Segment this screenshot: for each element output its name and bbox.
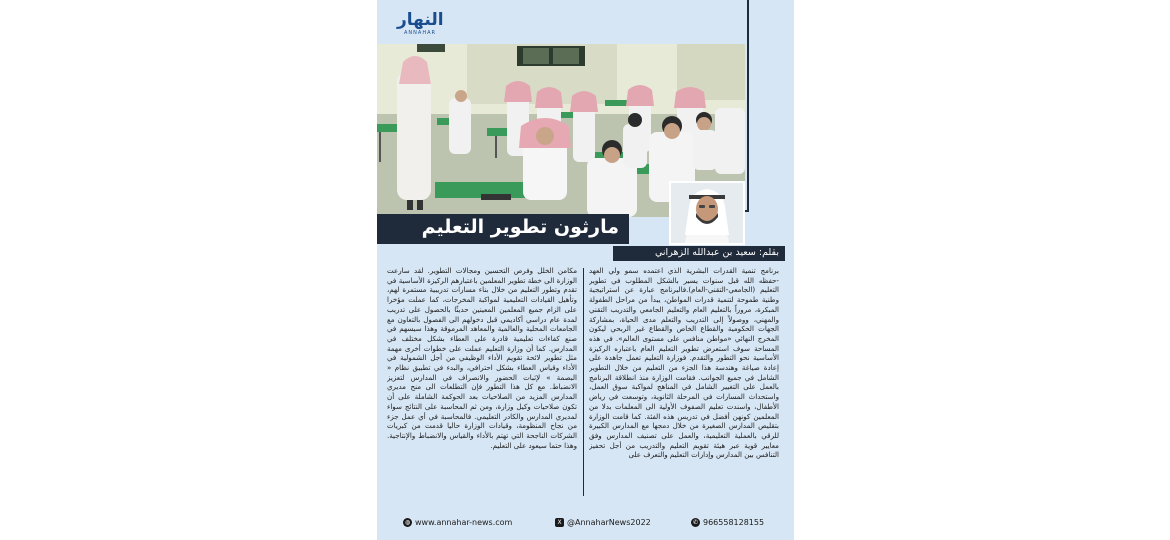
article-column-right: برنامج تنمية القدرات البشرية الذي اعتمده سمو ولي العهد -حفظه الله قبل سنوات يسير بالشكل المطلوب في تطوير التعليم (الجامعي-التقني-العام).فالبرنامج عبارة عن استراتيجية وطنية طموحة لتنمية قدرات المواطن، يبدأ من مراحل الطفولة المبكرة، مروراً بالتعليم العام والتعليم الجامعي والتدريب التقني والمهني، ووصولاً إلى التدريب والتعلم مدى الحياة، بمشاركة الجهات الحكومية والقطاع الخاص والقطاع غير الربحي ليكون المخرج النهائي «مواطن منافس على مستوى العالم». في هذه المساحة سوف استعرض تطوير التعليم العام باعتباره الركيزة الأساسية نحو التطور والتقدم. فوزارة التعليم تعمل جاهدة على إعادة صياغة وهندسة هذا الجزء من التعليم من خلال التطوير الشامل في جميع الجوانب. فقامت الوزارة منذ انطلاقة البرنامج بالعمل على التغيير الشامل في المناهج لمواكبة سوق العمل، واستحداث المسارات في المرحلة الثانوية، وتوسعت في رياض الأطفال، واسندت تعليم الصفوف الأولية الى المعلمات بدلا من المعلمين كونهن أفضل في تدريس هذه الفئة. كما قامت الوزارة بتقليص المدارس الصغيرة من خلال دمجها مع المدارس الكبيرة للرقي بالعملية التعليمية، والعمل على تصنيف المدارس وفق معايير قوية عبر هيئة تقويم التعليم والتدريب من أجل تحفيز التنافس بين المدارس وإدارات التعليم والتعرف على	[589, 266, 779, 460]
publication-logo	[397, 8, 443, 38]
page-footer	[377, 512, 794, 540]
whatsapp-icon: ✆	[692, 519, 699, 526]
whatsapp-text: 966558128155	[703, 518, 765, 527]
article-column-left: مكامن الخلل وفرص التحسين ومجالات التطوير. لقد سارعت الوزارة الى خطة تطوير المعلمين باعتبارهم الركيزة الأساسية في تقدم وتطور التعليم من خلال بناء مسارات تدريبية مستمرة لهم، وتأهيل القيادات التعليمية لمواكبة المخرجات، كما عملت مؤخرا على الزام جميع المعلمين المعينين حديثًا بالحصول على تدريب لمدة عام دراسي أكاديمي قبل دخولهم الى الفصول بالتعاون مع الجامعات المحلية والعالمية والمعاهد المرموقة وهذا سيسهم في صنع كفاءات تعليمية قادرة على العطاء بشكل مختلف في المدارس. كما أن وزارة التعليم عملت على خطوات أخرى مهمة مثل تطوير لائحة تقويم الأداء الوظيفي من أجل الشمولية في الأداء وقياس العطاء بشكل احترافي، والبدء في تطبيق نظام « البصمة » لإثبات الحضور والانصراف في المدارس لتعزيز الانضباط. مع كل هذا التطور فإن التطلعات الى منح مديري المدارس المزيد من الصلاحيات بعد الحوكمة الشاملة على أن تكون صلاحيات وكيل وزارة، ومن ثم المحاسبة على النتائج سواء لمديري المدارس والكادر التعليمي. فالمحاسبة في أي عمل جزء من نجاح المنظومة، وقيادات الوزارة حاليا قدمت من كبريات الشركات الناجحة التي تهتم بالأداء والقياس والانضباط والإنتاجية. وهذا حتما سيعود على التعليم.	[387, 266, 577, 450]
footer-twitter[interactable]	[555, 518, 651, 527]
column-divider	[583, 268, 584, 496]
footer-whatsapp[interactable]	[691, 518, 764, 527]
x-logo-icon: X	[555, 518, 564, 527]
byline-text: بقلم: سعيد بن عبدالله الزهراني	[655, 247, 779, 258]
logo-subtext: ANNAHAR	[404, 30, 436, 36]
twitter-text: @AnnaharNews2022	[567, 518, 651, 527]
byline-bar	[613, 246, 785, 261]
author-portrait	[669, 181, 745, 245]
article-headline: مارثون تطوير التعليم	[421, 216, 619, 238]
newspaper-page	[377, 0, 794, 540]
website-text: www.annahar-news.com	[415, 518, 513, 527]
globe-icon: ◍	[404, 519, 411, 526]
headline-box	[377, 214, 629, 244]
logo-text: النهار	[397, 10, 444, 30]
frame-top-line	[747, 0, 749, 212]
footer-website[interactable]	[403, 518, 512, 527]
